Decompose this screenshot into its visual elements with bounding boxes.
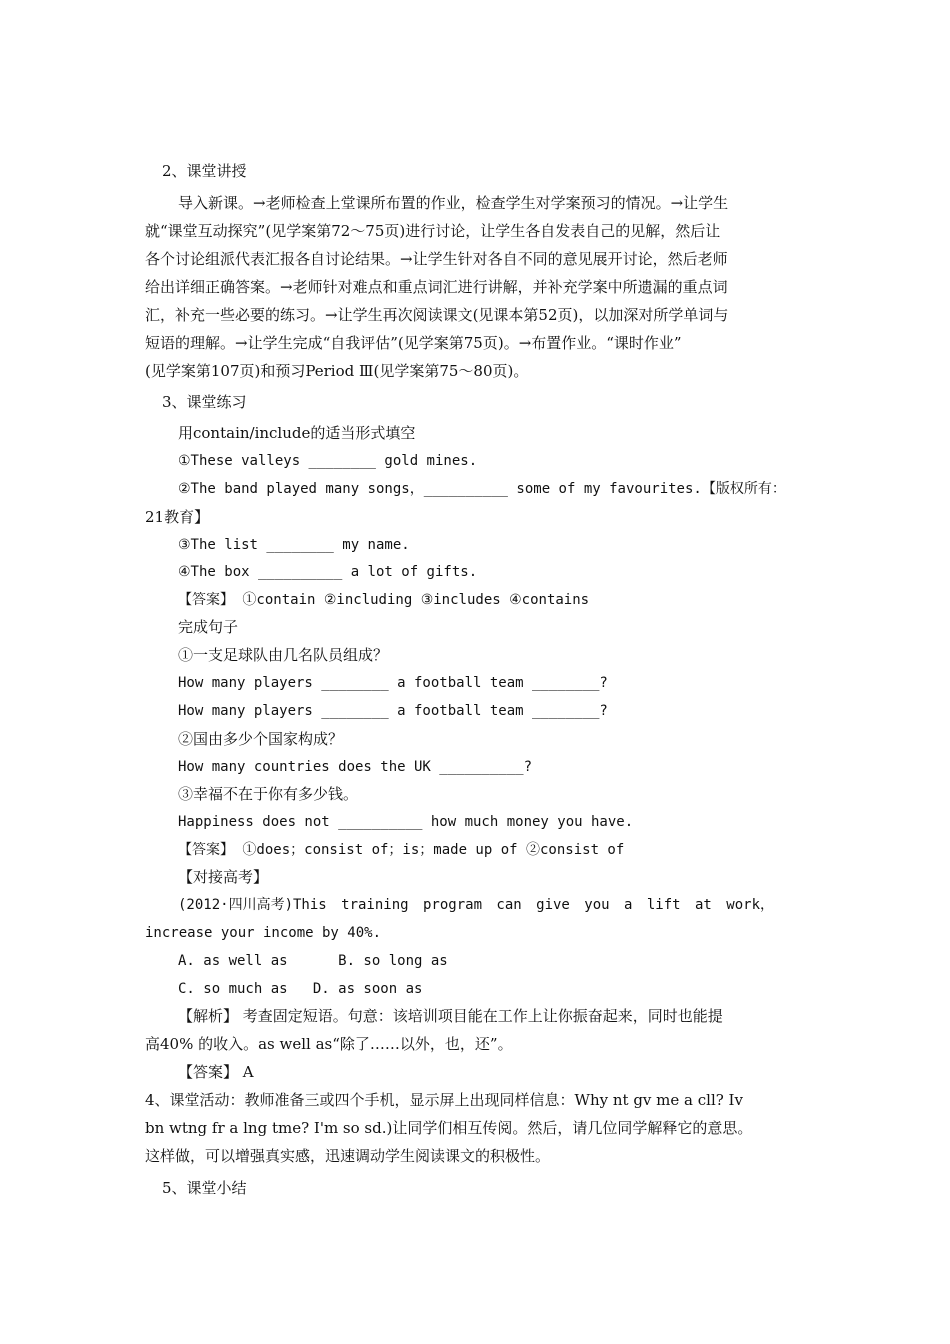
- task2-sentence-2: How many countries does the UK __________?: [178, 759, 533, 775]
- gaokao-analysis-line-1: 【解析】 考查固定短语。句意：该培训项目能在工作上让你振奋起来，同时也能提: [178, 1007, 723, 1025]
- paragraph-line: 短语的理解。→让学生完成“自我评估”(见学案第75页)。→布置作业。“课时作业”: [145, 334, 682, 352]
- task2-sentence-3-chinese: ③幸福不在于你有多少钱。: [178, 785, 359, 803]
- gaokao-question-line-2: increase your income by 40%.: [145, 925, 382, 941]
- gaokao-title: 【对接高考】: [178, 868, 269, 886]
- task1-question-4: ④The box __________ a lot of gifts.: [178, 564, 478, 580]
- task2-sentence-3: Happiness does not __________ how much money you have.: [178, 814, 634, 830]
- task1-question-3: ③The list ________ my name.: [178, 537, 410, 553]
- task2-sentence-1-chinese: ①一支足球队由几名队员组成？: [178, 646, 389, 664]
- task1-question-2-continued: 21教育】: [145, 508, 210, 526]
- task2-sentence-2-chinese: ②国由多少个国家构成？: [178, 730, 344, 748]
- task2-title: 完成句子: [178, 618, 239, 636]
- gaokao-options-line-2: C. so much as D. as soon as: [178, 981, 423, 997]
- paragraph-line: (见学案第107页)和预习Period Ⅲ(见学案第75～80页)。: [145, 362, 529, 380]
- task2-sentence-1a: How many players ________ a football team ________?: [178, 675, 608, 691]
- paragraph-line: 给出详细正确答案。→老师针对难点和重点词汇进行讲解，并补充学案中所遗漏的重点词: [145, 278, 728, 296]
- task1-title: 用contain/include的适当形式填空: [178, 424, 416, 442]
- task1-answer: 【答案】 ①contain ②including ③includes ④contains: [178, 592, 590, 608]
- paragraph-line: 汇，补充一些必要的练习。→让学生再次阅读课文(见课本第52页)，以加深对所学单词与: [145, 306, 729, 324]
- section-4-line: 4、课堂活动：教师准备三或四个手机，显示屏上出现同样信息：Why nt gv me a cll? Iv: [145, 1091, 743, 1109]
- gaokao-analysis-line-2: 高40% 的收入。as well as“除了……以外，也，还”。: [145, 1035, 513, 1053]
- section-4-line: 这样做，可以增强真实感，迅速调动学生阅读课文的积极性。: [145, 1147, 551, 1165]
- paragraph-line: 就“课堂互动探究”(见学案第72～75页)进行讨论，让学生各自发表自己的见解，然后让: [145, 222, 721, 240]
- paragraph-line: 各个讨论组派代表汇报各自讨论结果。→让学生针对各自不同的意见展开讨论，然后老师: [145, 250, 728, 268]
- section-5-heading: 5、课堂小结: [162, 1179, 247, 1197]
- task2-sentence-1b: How many players ________ a football team ________?: [178, 703, 608, 719]
- paragraph-line: 导入新课。→老师检查上堂课所布置的作业，检查学生对学案预习的情况。→让学生: [178, 194, 729, 212]
- gaokao-question-line-1: (2012·四川高考)This training program can give you a lift at work，: [178, 897, 775, 913]
- section-3-heading: 3、课堂练习: [162, 393, 247, 411]
- task1-question-2: ②The band played many songs，__________ some of my favourites.【版权所有：: [178, 481, 786, 497]
- section-2-heading: 2、课堂讲授: [162, 162, 247, 180]
- task1-question-1: ①These valleys ________ gold mines.: [178, 453, 478, 469]
- section-4-line: bn wtng fr a lng tme? I'm so sd.)让同学们相互传阅。然后，请几位同学解释它的意思。: [145, 1119, 753, 1137]
- gaokao-options-line-1: A. as well as B. so long as: [178, 953, 448, 969]
- task2-answer: 【答案】 ①does；consist of；is；made up of ②consist of: [178, 842, 625, 858]
- gaokao-answer: 【答案】 A: [178, 1063, 254, 1081]
